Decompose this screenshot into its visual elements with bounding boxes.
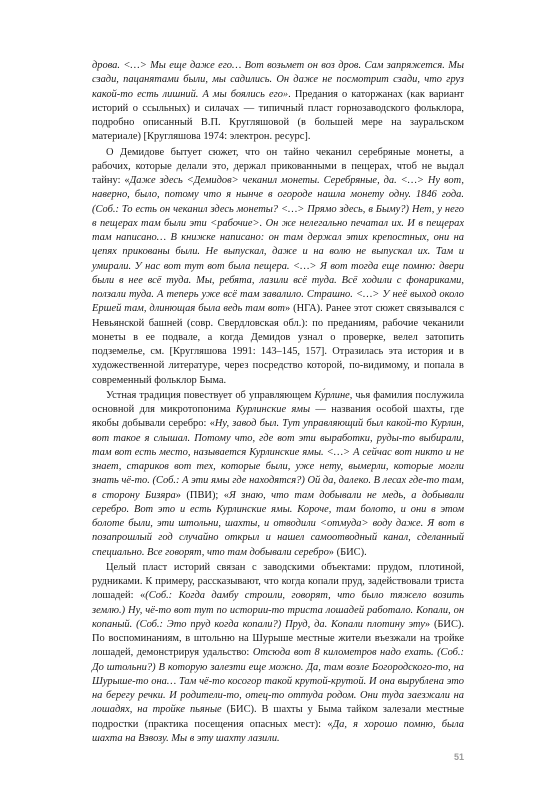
- text-segment: » (БИС).: [328, 546, 367, 558]
- paragraph-1: [92, 59, 464, 145]
- quote-segment: Я знаю, что там добывали не медь, а добывали серебро. Вот это и есть Курлинские ямы. Короче, там болото, и они в этом болоте были, эти штольни, шахты, и отводили <отмуда> воду даже. Я вот в позапрошлый год случайно открыл и нашел самоотводный канал, сделанный специально. Все говорят, что там добывали серебро: [92, 489, 464, 558]
- text-segment: О Демидове бытует сюжет, что он тайно чеканил серебряные монеты, а рабочих, которые делали это, держал прикованными в пещерах, чтоб не выдал тайну: «: [92, 146, 464, 186]
- text-segment: Целый пласт историй связан с заводскими объектами: прудом, плотиной, рудниками. К примеру, рассказывают, что когда копали пруд, задействовали триста лошадей: «: [92, 561, 464, 602]
- text-segment: » (НГА). Ранее этот сюжет связывался с Невьянской башней (совр. Свердловская обл.): по преданиям, рабочие чеканили монеты в ее подвале, а когда Демидов узнал о проверке, велел затопить подземелье, см. [Кругляшова 1991: 143–145, 157]. Отразилась эта история и в художественной литературе, через посредство которой, по-видимому, и попала в современный фольклор Быма.: [92, 303, 464, 386]
- text-segment: . Предания о каторжанах (как вариант историй о ссыльных) и силачах — типичный пласт горнозаводского фольклора, подробно описанный В.П. Кругляшовой (в большей мере на зауральском материале) [Кругляшова 1974: электрон. ресурс].: [92, 88, 464, 143]
- paragraph-2: [92, 146, 464, 388]
- quote-segment: Отсюда вот 8 километров надо ехать. (Соб.: До штольни?) В которую залезти еще можно. Да, там возле Богородского-то, на Шурыше-то она… Там чё-то косогор такой крутой-крутой. И она вырублена это на берегу речки. И родители-то, отец-то оттуда родом. Они туда заезжали на лошадях, на тройке пьяные: [92, 647, 465, 716]
- text-segment: Устная традиция повествует об управляющем: [106, 389, 315, 401]
- text-segment: , чья фамилия послужила основной для микротопонима: [92, 389, 464, 415]
- quote-segment: (Соб.: Когда дамбу строили, говорят, что было тяжело возить землю.) Ну, чё-то вот тут по истории-то триста лошадей работало. Копали, он копаный. (Соб.: Это пруд когда копали?) Пруд, да. Копали плотину эту: [92, 590, 465, 630]
- text-segment: — названия особой шахты, где якобы добывали серебро: «: [92, 404, 464, 430]
- quote-segment: Ну, завод был. Тут управляющий был какой-то Курлин, вот такое я слышал. Потому что, где вот эти выработки, руды-то выбирали, там вот есть место, называется Курлинские ямы. <…> А сейчас вот никто и не знает, стариков вот тех, которые были, уже нету, вымерли, которые могли знать чё-то. (Соб.: А эти ямы где находятся?) Ой да, далеко. В лесах где-то там, в сторону Бизяра: [92, 418, 464, 501]
- text-segment: » (ПВИ); «: [175, 489, 229, 501]
- quote-segment: дрова. <…> Мы еще даже его… Вот возьмет он воз дров. Сам запряжется. Мы сзади, пацанятами были, мы садились. Он даже не посмотрит сзади, что груз какой-то есть лишний. А мы боялись его»: [92, 60, 464, 100]
- quote-segment: Даже здесь <Демидов> чеканил монеты. Серебряные, да. <…> Ну вот, наверно, было, потому что я нынче в огороде нашла монету одну. 1846 года. (Соб.: То есть он чеканил здесь монеты? <…> Прямо здесь, в Быму?) Нет, у него в пещерах там были эти <рабочие>. Он же нелегально печатал их. И в пещерах там написано… В книжке написано: он там держал этих крепостных, они на цепях прикованы были. Не выпускал, даже и на волю не выпускал их. Там и умирали. У нас вот тут вот была пещера. <…> Я вот тогда еще помню: двери были в нее всё туда. Мы, ребята, лазили всё туда. Всё ходили с фонариками, ползали туда. А теперь уже всё там завалило. Страшно. <…> У неё выход около Ершей там, длинющая была ведь там вот: [92, 175, 464, 315]
- text-segment: (БИС). В шахты у Быма тайком залезали местные подростки (практика посещения опасных мест): «: [92, 704, 465, 730]
- quote-segment: Да, я хорошо помню, была шахта на Взвозу. Мы в эту шахту лазили.: [92, 718, 464, 744]
- toponym-segment: Курлинские ямы: [235, 404, 311, 415]
- paragraph-3: [92, 389, 464, 560]
- paragraph-4: [92, 561, 464, 746]
- body-text: [92, 59, 464, 746]
- page-number: 51: [453, 752, 464, 762]
- name-segment: Ку́рлине: [314, 389, 350, 401]
- text-segment: » (БИС). По воспоминаниям, в штольню на Шурыше местные жители въезжали на тройке лошадей, демонстрируя удальство:: [92, 618, 464, 659]
